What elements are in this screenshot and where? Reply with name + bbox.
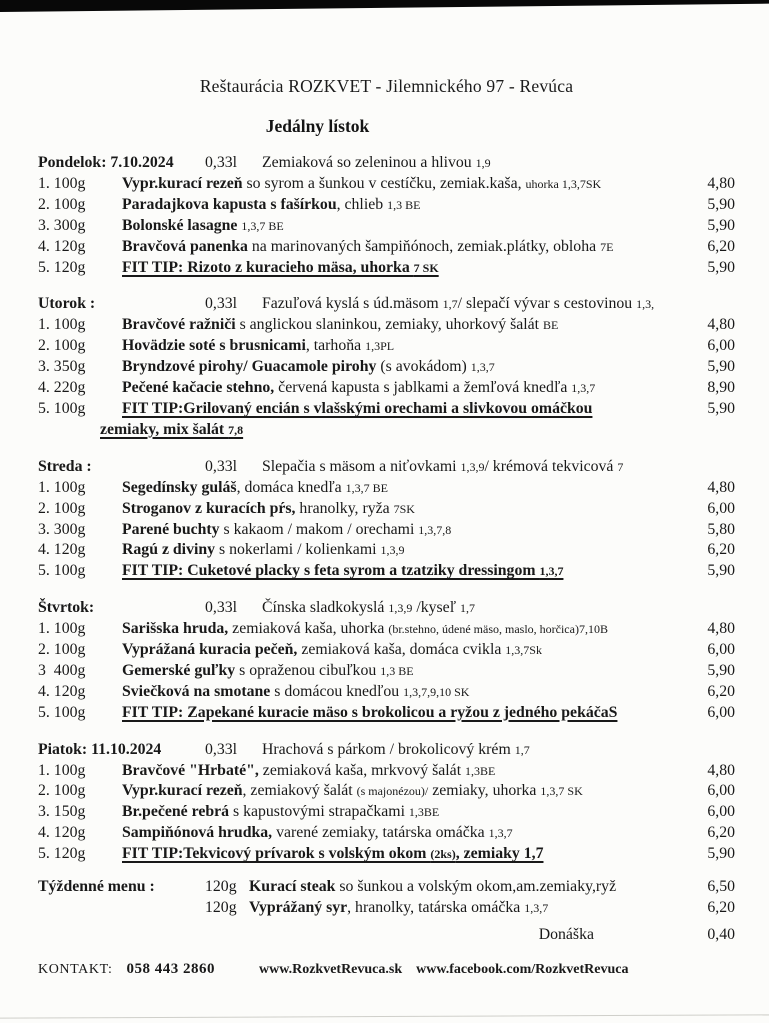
text-segment: Paradajkova kapusta s fašírkou [122,195,337,213]
text-segment: / krémová tekvicová [484,457,618,475]
item-number-weight: 5. 100g [38,399,86,417]
item-text [122,823,685,844]
menu-item [38,399,735,420]
text-segment: uhorka 1,3,7SK [525,176,602,191]
text-segment: 1,3,7 [470,360,495,375]
item-price: 4,80 [707,174,735,192]
item-text-continued [100,420,735,441]
day-section [38,740,735,865]
item-price: 6,00 [707,337,735,355]
text-segment: zemiaková kaša, domáca cvikla [297,641,506,659]
text-segment: zemiaky, uhorka [428,782,541,800]
item-price: 5,90 [707,216,735,234]
text-segment: 1,7 [460,601,476,616]
text-segment: zemiaková kaša, uhorka [228,620,389,638]
delivery-label: Donáška [538,925,594,943]
item-price: 5,90 [707,661,735,679]
menu-item [38,336,735,357]
delivery-row [38,925,735,946]
menu-item [38,844,735,865]
item-text [122,478,685,499]
text-segment: , chlieb [336,195,388,213]
item-price: 6,20 [707,824,735,842]
item-price: 6,00 [707,499,735,517]
item-number-weight: 5. 100g [38,703,86,721]
item-number-weight: 4. 120g [38,237,86,255]
text-segment: hranolky, ryža [295,499,394,517]
text-segment: FIT TIP: Zapekané kuracie mäso s brokolicou a ryžou z jedného pekáčaS [122,703,618,721]
text-segment: Vyprážaná kuracia pečeň, [122,641,298,659]
item-text [122,520,685,541]
text-segment: , tarhoňa [305,337,366,355]
text-segment: so šunkou a volským okom,am.zemiaky,ryž [335,878,617,896]
soup-name [262,153,735,174]
text-segment: , zemiaky 1,7 [455,845,544,863]
menu-item-continuation [38,420,735,441]
text-segment: Pečené kačacie stehno, [122,379,275,397]
menu-item [38,195,735,216]
day-name: Štvrtok: [38,599,95,617]
text-segment: (s avokádom) [376,358,471,376]
menu-item [38,315,735,336]
soup-volume: 0,33l [205,740,238,758]
text-segment: s nokerlami / kolienkami [215,541,381,559]
text-segment: s kapustovými strapačkami [229,803,409,821]
soup-volume: 0,33l [205,295,238,313]
item-text [122,357,685,378]
item-number-weight: 3. 350g [38,358,86,376]
contact-phone: 058 443 2860 [126,960,216,977]
text-segment: FIT TIP: Rizoto z kuracieho mäsa, uhorka [122,258,414,276]
menu-item [38,520,735,541]
item-text [122,378,685,399]
day-items [38,174,735,279]
day-header [38,740,735,761]
item-price: 6,00 [707,782,735,800]
text-segment: 1,7 [442,297,458,312]
contact-row [38,961,735,978]
item-price: 4,80 [707,478,735,496]
text-segment: (br.stehno, údené mäso, maslo, horčica)7,10B [388,622,608,637]
text-segment: Bravčové "Hrbaté", [122,761,259,779]
text-segment: Zemiaková so zeleninou a hlivou [262,154,476,171]
item-number-weight: 3. 300g [38,520,86,538]
menu-item [38,802,735,823]
item-text [122,682,685,703]
item-number-weight: 2. 100g [38,337,86,355]
text-segment: Vypr.kurací rezeň [122,174,243,192]
day-items [38,478,735,583]
item-number-weight: 3. 300g [38,216,86,234]
text-segment: 1,3 BE [380,663,414,678]
item-weight: 120g [205,878,237,896]
item-number-weight: 4. 120g [38,682,86,700]
text-segment: (2ks) [430,847,456,862]
menu-item [38,640,735,661]
text-segment: BE [543,318,559,333]
item-price: 4,80 [707,620,735,638]
text-segment: 1,7 [514,742,530,757]
weekly-menu-label: Týždenné menu : [38,878,155,896]
text-segment: Segedínsky guláš [122,478,237,496]
item-price: 6,00 [707,703,735,721]
text-segment: Fazuľová kyslá s úd.mäsom [262,295,443,313]
text-segment: Br.pečené rebrá [122,803,230,821]
day-section [38,598,735,723]
menu-item [38,258,735,279]
item-price: 5,90 [707,399,735,417]
text-segment: 1,3,7 [524,901,549,915]
item-text [122,703,685,724]
item-text [122,661,685,682]
text-segment: 7 [617,459,624,474]
text-segment: Čínska sladkokyslá [262,599,389,617]
item-text [122,561,685,582]
text-segment: Kurací steak [249,878,336,896]
text-segment: Stroganov z kuracích pŕs, [122,499,296,517]
item-number-weight: 5. 100g [38,562,86,580]
menu-item [38,561,735,582]
item-number-weight: 5. 120g [38,258,86,276]
item-text [122,195,685,216]
menu-item [38,661,735,682]
item-text [122,174,685,195]
day-header [38,457,735,478]
item-price: 6,20 [707,682,735,700]
day-items [38,619,735,724]
menu-item [38,378,735,399]
text-segment: Ragú z diviny [122,541,216,559]
text-segment: Slepačia s mäsom a niťovkami [262,457,461,475]
soup-volume: 0,33l [205,154,238,171]
soup-name [262,294,735,315]
item-price: 8,90 [707,379,735,397]
text-segment: 1,3,7 [571,381,596,396]
text-segment: zemiaky, mix šalát [100,420,229,438]
menu-days [38,153,735,865]
item-number-weight: 4. 220g [38,379,86,397]
day-header [38,598,735,619]
item-number-weight: 1. 100g [38,316,86,334]
text-segment: , zemiakový šalát [242,782,357,800]
text-segment: , hranolky, tatárska omáčka [347,899,525,916]
text-segment: Sampiňónová hrudka, [122,824,273,842]
weekly-menu [38,877,735,919]
item-text [122,216,685,237]
item-text [122,258,685,279]
item-number-weight: 1. 100g [38,478,86,496]
item-price: 5,90 [707,358,735,376]
item-text [122,540,685,561]
menu-item [38,823,735,844]
item-number-weight: 4. 120g [38,824,86,842]
text-segment: na marinovaných šampiňónoch, zemiak.plátky, obloha [247,237,601,255]
text-segment: 1,3BE [465,763,496,778]
text-segment: 1,9 [475,156,491,170]
item-text [122,399,685,420]
text-segment: 7,8 [228,422,244,437]
page-title: Reštaurácia ROZKVET - Jilemnického 97 - Revúca [199,76,574,96]
text-segment: Hovädzie soté s brusnicami [122,337,306,355]
delivery-price: 0,40 [707,925,735,943]
text-segment: 1,3,7,8 [418,522,452,537]
day-items [38,761,735,866]
item-price: 5,90 [707,258,735,276]
text-segment: FIT TIP: Cuketové placky s feta syrom a tzatziky dressingom [122,562,540,580]
item-text [122,640,685,661]
text-segment: 1,3,7 BE [345,480,388,495]
text-segment: FIT TIP:Tekvicový prívarok s volským okom [122,845,431,863]
item-number-weight: 1. 100g [38,761,86,779]
day-name: Pondelok: 7.10.2024 [38,154,174,171]
text-segment: Vyprážaný syr [249,899,348,916]
day-name: Piatok: 11.10.2024 [38,740,162,758]
text-segment: Hrachová s párkom / brokolicový krém [262,740,515,758]
weekly-menu-item [38,898,735,919]
menu-title: Jedálny lístok [265,116,370,136]
menu-item [38,540,735,561]
text-segment: 1,3, [636,297,655,312]
item-number-weight: 1. 100g [38,620,86,638]
text-segment: Bravčové ražniči [122,316,236,334]
soup-name [262,598,735,619]
text-segment: 1,3,7 [539,564,564,579]
text-segment: s anglickou slaninkou, zemiaky, uhorkový šalát [235,316,544,334]
item-text [122,237,685,258]
text-segment: 7SK [393,501,415,516]
website-text: www.RozkvetRevuca.sk [259,961,403,977]
text-segment: Bryndzové pirohy/ Guacamole pirohy [122,358,377,376]
item-number-weight: 2. 100g [38,195,86,213]
day-section [38,457,735,582]
item-number-weight: 1. 100g [38,174,86,192]
soup-name [262,740,735,761]
menu-item [38,237,735,258]
text-segment: zemiaková kaša, mrkvový šalát [258,761,466,779]
day-items [38,315,735,440]
day-header [38,153,735,174]
item-price: 6,20 [707,899,735,916]
item-price: 4,80 [707,761,735,779]
text-segment: 1,3,7 SK [540,784,583,799]
item-text [122,336,685,357]
text-segment: 1,3PL [365,339,395,354]
text-segment: / slepačí vývar s cestovinou [457,295,637,313]
menu-item [38,619,735,640]
item-text [122,499,685,520]
text-segment: červená kapusta s jablkami a žemľová knedľa [274,379,572,397]
item-text [122,844,685,865]
item-number-weight: 5. 120g [38,845,86,863]
text-segment: 1,3,9 [380,543,405,558]
text-segment: , domáca knedľa [236,478,346,496]
text-segment: Gemerské guľky [122,661,236,679]
text-segment: s kakaom / makom / orechami [219,520,419,538]
menu-item [38,216,735,237]
item-number-weight: 2. 100g [38,782,86,800]
soup-name [262,457,735,478]
text-segment: 1,3,7 [488,826,513,841]
weekly-menu-item [38,877,735,898]
item-price: 5,90 [707,562,735,580]
item-text [249,877,685,898]
day-name: Streda : [38,457,92,475]
item-number-weight: 2. 100g [38,641,86,659]
menu-item [38,682,735,703]
menu-item [38,761,735,782]
menu-item [38,357,735,378]
item-text [122,781,685,802]
text-segment: Sviečková na smotane [122,682,271,700]
item-text [122,802,685,823]
menu-item [38,781,735,802]
text-segment: Bolonské lasagne [122,216,238,234]
text-segment: s domácou knedľou [270,682,404,700]
text-segment: 1,3,7 BE [241,218,284,233]
contact-label: KONTAKT: [38,961,113,977]
item-text [122,619,685,640]
text-segment: 7E [600,239,614,254]
text-segment: 1,3,9 [460,459,485,474]
text-segment: /kyseľ [412,599,461,617]
day-header [38,294,735,315]
day-section [38,294,735,440]
day-section [38,153,735,278]
item-price: 5,90 [707,195,735,213]
text-segment: FIT TIP:Grilovaný encián s vlašskými orechami a slivkovou omáčkou [122,399,593,417]
text-segment: Bravčová panenka [122,237,248,255]
text-segment: 1,3,9 [388,601,413,616]
facebook-text: www.facebook.com/RozkvetRevuca [416,961,629,977]
text-segment: Parené buchty [122,520,220,538]
text-segment: Vypr.kurací rezeň [122,782,243,800]
soup-volume: 0,33l [205,457,238,475]
text-segment: varené zemiaky, tatárska omáčka [272,824,489,842]
text-segment: Sarišska hruda, [122,620,229,638]
text-segment: 7 SK [413,260,439,275]
item-price: 5,90 [707,845,735,863]
menu-item [38,499,735,520]
item-price: 5,80 [707,520,735,538]
text-segment: 1,3BE [408,805,440,820]
item-price: 6,20 [707,541,735,559]
item-price: 6,00 [707,641,735,659]
soup-volume: 0,33l [205,599,238,617]
item-price: 6,50 [707,878,735,896]
text-segment: 1,3 BE [387,197,421,212]
item-number-weight: 2. 100g [38,499,86,517]
text-segment: 1,3,7Sk [505,643,542,658]
menu-item [38,703,735,724]
item-text [122,315,685,336]
day-name: Utorok : [38,295,96,313]
item-number-weight: 3 400g [38,661,86,679]
item-price: 6,20 [707,237,735,255]
text-segment: 1,3,7,9,10 SK [403,684,470,699]
menu-item [38,174,735,195]
item-weight: 120g [205,899,237,916]
menu-item [38,478,735,499]
item-price: 4,80 [707,316,735,334]
text-segment: so syrom a šunkou v cestíčku, zemiak.kaša, [242,174,526,192]
text-segment: (s majonézou)/ [356,784,429,799]
item-text [249,898,685,919]
item-text [122,761,685,782]
item-number-weight: 4. 120g [38,541,86,559]
scan-edge-bottom [0,1014,769,1018]
text-segment: s opraženou cibuľkou [235,661,381,679]
item-price: 6,00 [707,803,735,821]
item-number-weight: 3. 150g [38,803,86,821]
weekly-items [38,877,735,919]
